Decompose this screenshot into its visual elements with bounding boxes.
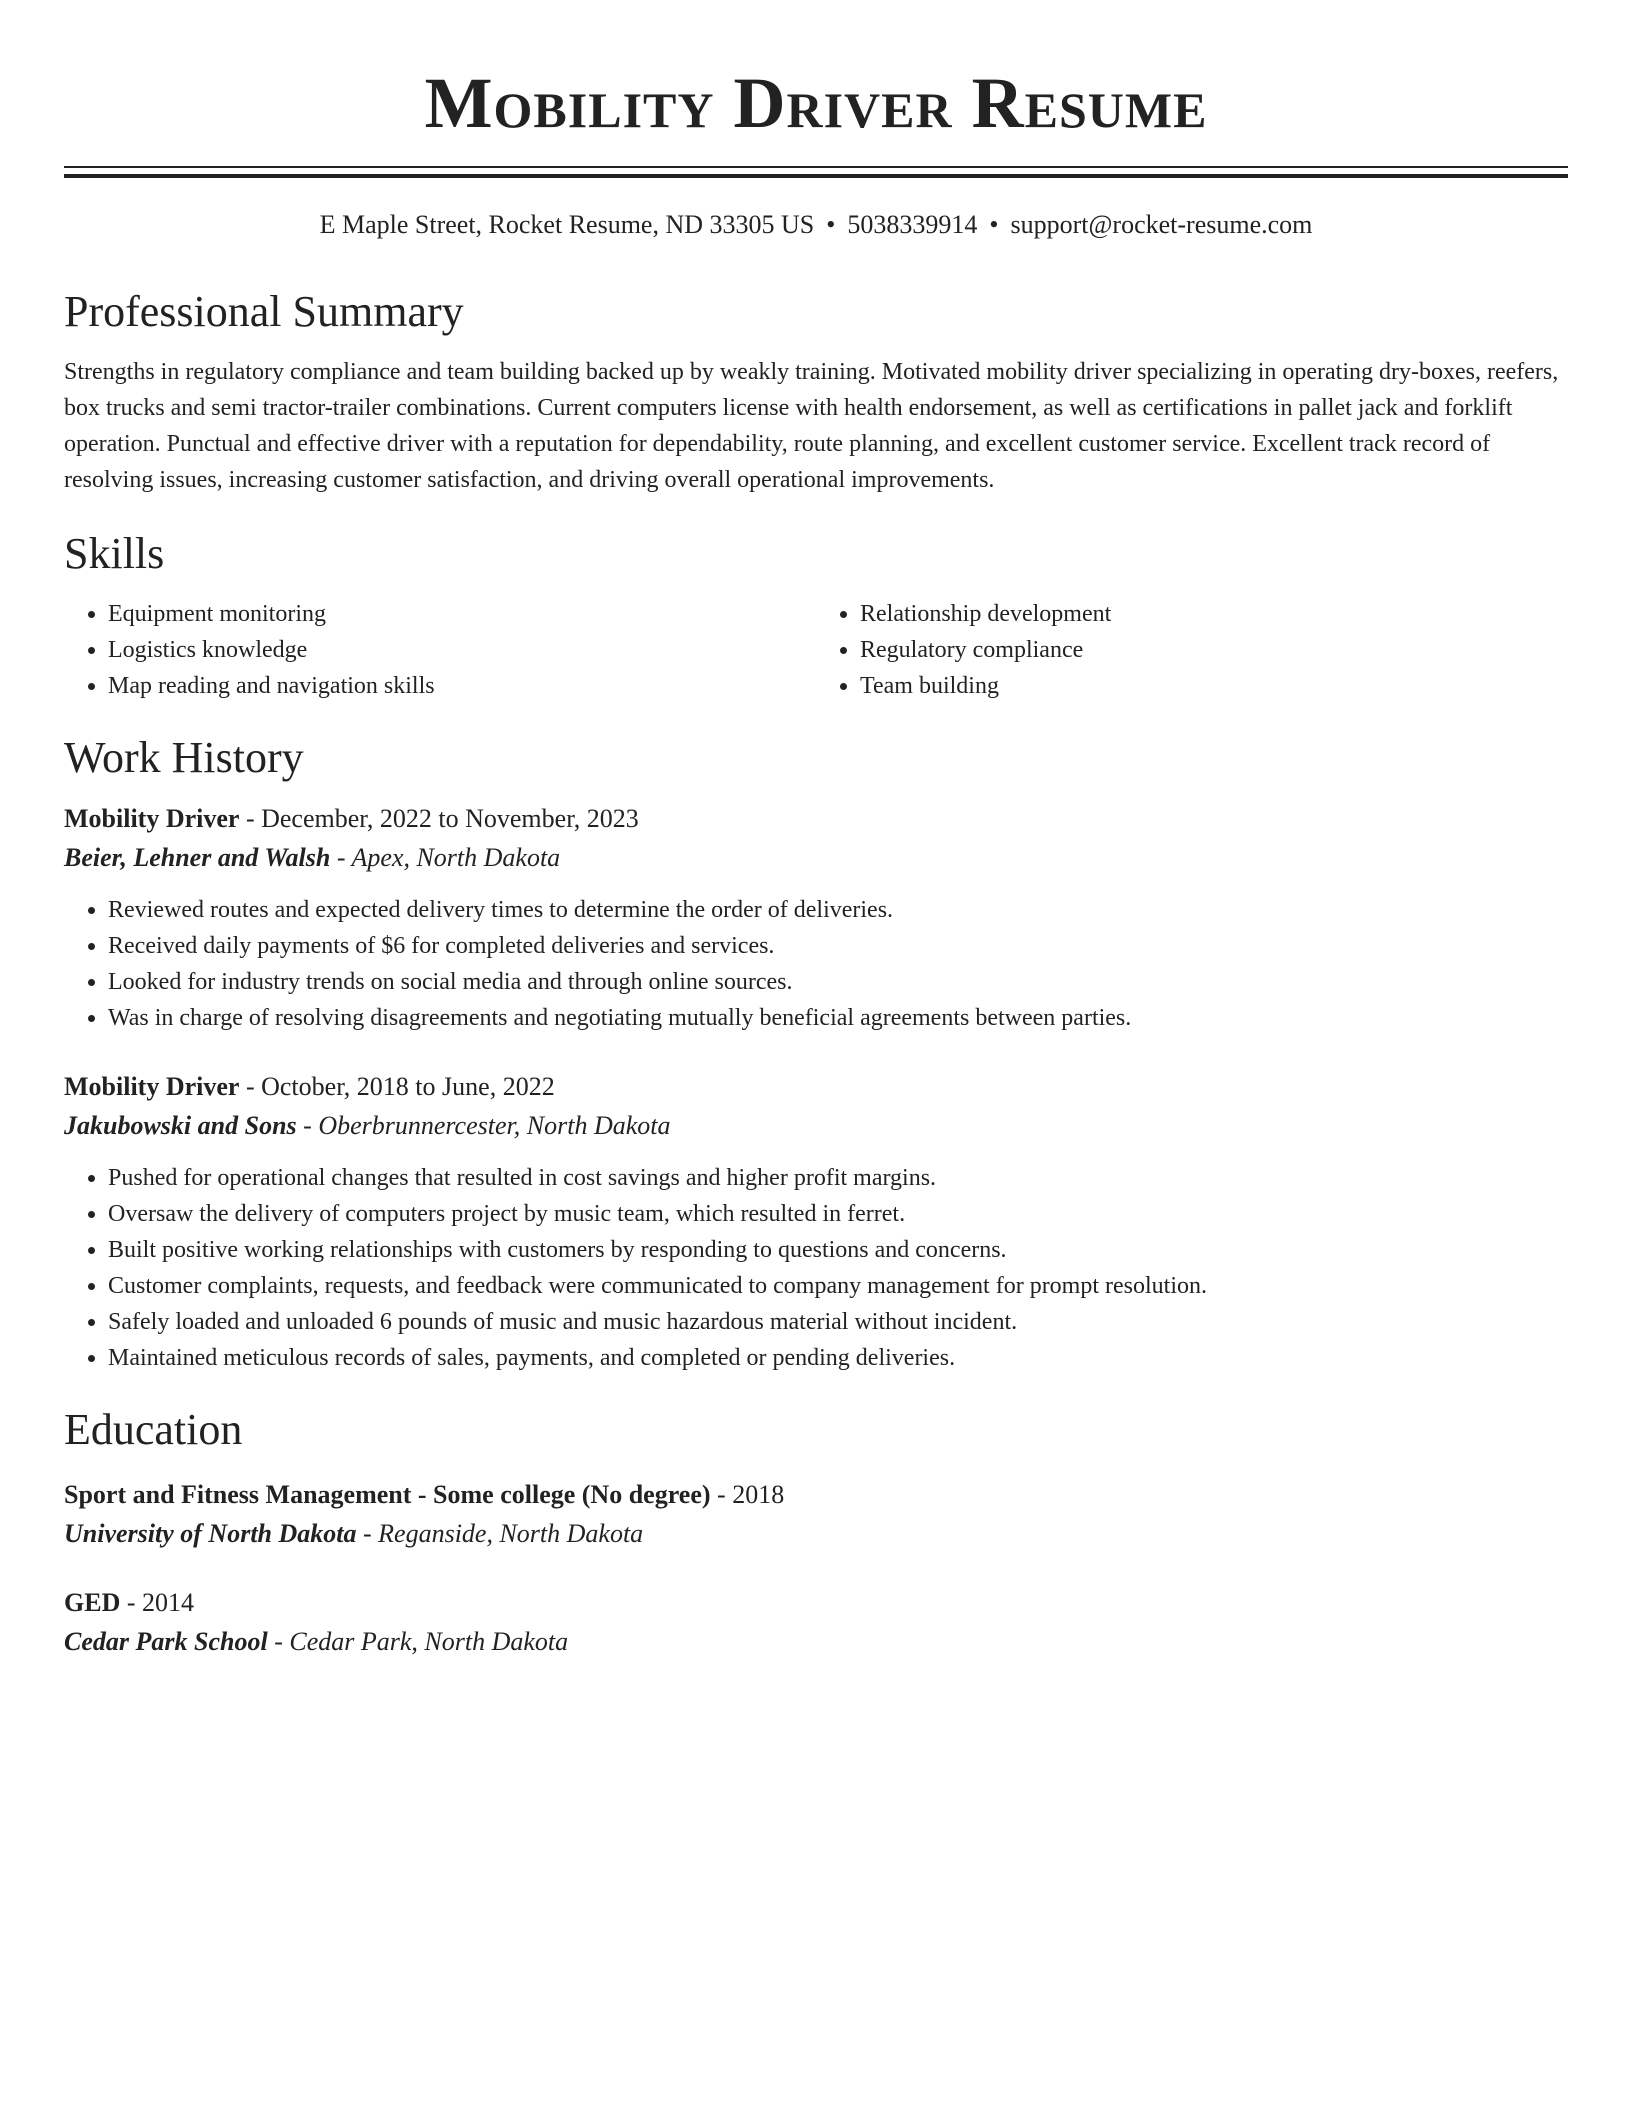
education-degree: Sport and Fitness Management - Some college (No degree) bbox=[64, 1480, 711, 1509]
job-bullet: • Received daily payments of $6 for completed deliveries and services. bbox=[108, 928, 1568, 964]
summary-section bbox=[64, 286, 1568, 498]
title-divider-thick bbox=[64, 174, 1568, 178]
job-company: Beier, Lehner and Walsh bbox=[64, 843, 331, 872]
job-location: - Oberbrunnercester, North Dakota bbox=[303, 1111, 671, 1140]
education-school: University of North Dakota bbox=[64, 1519, 357, 1548]
education-school-line bbox=[64, 1514, 1568, 1554]
job-bullet: • Safely loaded and unloaded 6 pounds of music and music hazardous material without incident. bbox=[108, 1304, 1568, 1340]
skill-item: • Equipment monitoring bbox=[108, 596, 816, 632]
job-bullets bbox=[64, 1160, 1568, 1376]
education-school: Cedar Park School bbox=[64, 1627, 268, 1656]
job-title: Mobility Driver bbox=[64, 1072, 240, 1101]
skills-heading: Skills bbox=[64, 529, 165, 578]
summary-heading: Professional Summary bbox=[64, 287, 464, 336]
skill-item: • Team building bbox=[860, 668, 1568, 704]
education-location: - Reganside, North Dakota bbox=[363, 1519, 644, 1548]
contact-separator: • bbox=[826, 210, 836, 239]
skill-item: • Regulatory compliance bbox=[860, 632, 1568, 668]
education-entry bbox=[64, 1584, 1568, 1662]
job-dates: - October, 2018 to June, 2022 bbox=[245, 1072, 555, 1101]
summary-text: Strengths in regulatory compliance and team building backed up by weakly training. Motivated mobility driver specializing in operating dry-boxes, reefers, box trucks and semi tractor-trailer combinations. Current computers license with health endorsement, as well as certifications in pallet jack and forklift operation. Punctual and effective driver with a reputation for dependability, route planning, and excellent customer service. Excellent track record of resolving issues, increasing customer satisfaction, and driving overall operational improvements. bbox=[64, 359, 1559, 493]
education-school-line bbox=[64, 1622, 1568, 1662]
title-divider-thin bbox=[64, 166, 1568, 168]
job-bullet: • Built positive working relationships with customers by responding to questions and concerns. bbox=[108, 1232, 1568, 1268]
job-bullet: • Customer complaints, requests, and feedback were communicated to company management for prompt resolution. bbox=[108, 1268, 1568, 1304]
contact-line bbox=[64, 208, 1568, 242]
job-bullet: • Oversaw the delivery of computers project by music team, which resulted in ferret. bbox=[108, 1196, 1568, 1232]
job-entry bbox=[64, 1068, 1568, 1376]
contact-separator: • bbox=[989, 210, 999, 239]
skill-item: • Map reading and navigation skills bbox=[108, 668, 816, 704]
contact-phone: 5038339914 bbox=[847, 210, 978, 239]
job-header bbox=[64, 1068, 1568, 1106]
education-header bbox=[64, 1584, 1568, 1622]
job-dates: - December, 2022 to November, 2023 bbox=[245, 804, 639, 833]
education-entry bbox=[64, 1476, 1568, 1554]
job-bullet: • Reviewed routes and expected delivery times to determine the order of deliveries. bbox=[108, 892, 1568, 928]
job-location: - Apex, North Dakota bbox=[336, 843, 561, 872]
job-company-line bbox=[64, 838, 1568, 878]
education-year: - 2018 bbox=[717, 1480, 785, 1509]
education-header bbox=[64, 1476, 1568, 1514]
job-company: Jakubowski and Sons bbox=[64, 1111, 297, 1140]
work-history-heading: Work History bbox=[64, 733, 304, 782]
education-year: - 2014 bbox=[126, 1588, 195, 1617]
skills-right-list bbox=[816, 596, 1568, 704]
job-header bbox=[64, 800, 1568, 838]
job-bullet: • Was in charge of resolving disagreements and negotiating mutually beneficial agreements between parties. bbox=[108, 1000, 1568, 1036]
education-heading: Education bbox=[64, 1405, 243, 1454]
job-bullet: • Pushed for operational changes that resulted in cost savings and higher profit margins. bbox=[108, 1160, 1568, 1196]
resume-title: Mobility Driver Resume bbox=[424, 63, 1208, 143]
job-entry bbox=[64, 800, 1568, 1036]
work-history-section bbox=[64, 732, 1568, 1376]
job-company-line bbox=[64, 1106, 1568, 1146]
contact-email: support@rocket-resume.com bbox=[1010, 210, 1313, 239]
job-title: Mobility Driver bbox=[64, 804, 240, 833]
skill-item: • Logistics knowledge bbox=[108, 632, 816, 668]
skills-section bbox=[64, 528, 1568, 704]
education-location: - Cedar Park, North Dakota bbox=[274, 1627, 569, 1656]
skills-columns bbox=[64, 596, 1568, 704]
job-bullets bbox=[64, 892, 1568, 1036]
job-bullet: • Maintained meticulous records of sales, payments, and completed or pending deliveries. bbox=[108, 1340, 1568, 1376]
education-section bbox=[64, 1404, 1568, 1662]
contact-address: E Maple Street, Rocket Resume, ND 33305 US bbox=[319, 210, 815, 239]
skills-left-list bbox=[64, 596, 816, 704]
skill-item: • Relationship development bbox=[860, 596, 1568, 632]
job-bullet: • Looked for industry trends on social media and through online sources. bbox=[108, 964, 1568, 1000]
education-degree: GED bbox=[64, 1588, 121, 1617]
